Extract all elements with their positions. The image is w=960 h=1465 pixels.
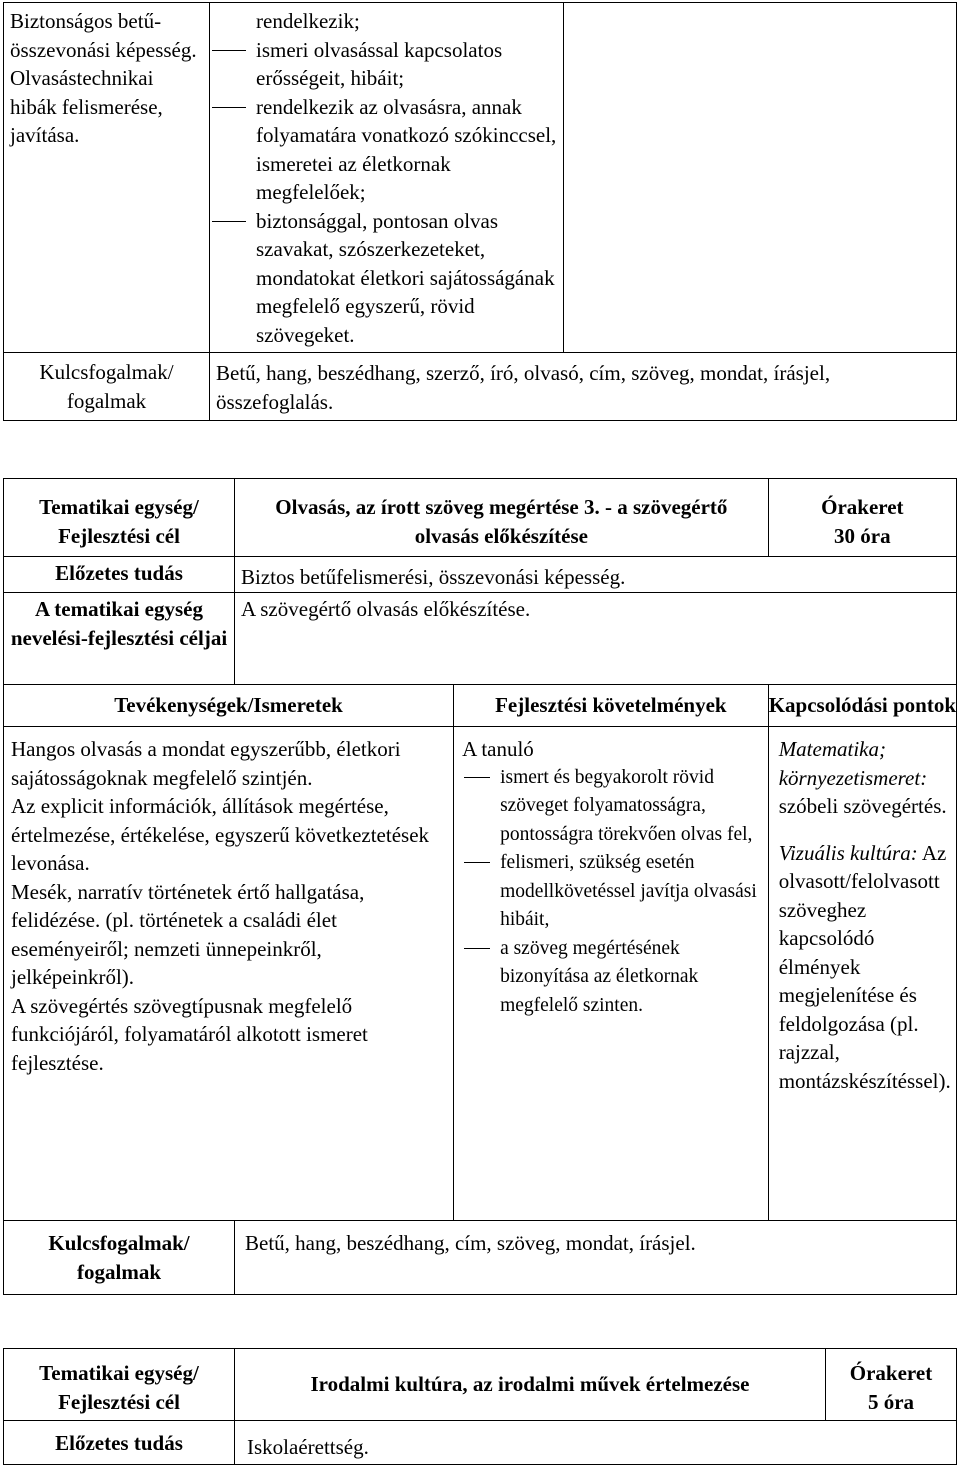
col-header-activities — [4, 685, 454, 727]
topic3-title-cell — [235, 1349, 826, 1421]
activity-paragraph: A szövegértés szövegtípusnak megfelelő funkciójáról, folyamatáról alkotott ismeret fejlesztése. — [11, 993, 368, 1075]
prior-label: Előzetes tudás — [55, 561, 183, 585]
topic-title: Olvasás, az írott szöveg megértése 3. - a szövegértő olvasás előkészítése — [275, 495, 728, 548]
activity-paragraph: Mesék, narratív történetek értő hallgatása, felidézése. (pl. történetek a családi élet eseményeiről; nemzeti ünnepeinkről, jelképeinkről). — [11, 879, 365, 989]
goals-label-cell — [4, 593, 235, 685]
hours-value: 30 óra — [834, 523, 891, 548]
list-item: biztonsággal, pontosan olvas szavakat, szószerkezeteket, mondatokat életkori sajátosságának megfelelő egyszerű, rövid szövegeket. — [210, 207, 559, 350]
prior-label-cell — [4, 557, 235, 593]
requirements-cell — [454, 727, 769, 1221]
col-header-connections — [768, 685, 956, 727]
col-header-requirements-label: Fejlesztési követelmények — [495, 693, 727, 717]
list-item: rendelkezik az olvasásra, annak folyamatára vonatkozó szókinccsel, ismeretei az életkornak megfelelőek; — [210, 93, 559, 207]
col-header-activities-label: Tevékenységek/Ismeretek — [114, 693, 343, 717]
connection-visual-title: Vizuális kultúra: — [778, 840, 918, 865]
connections-cell — [768, 727, 956, 1221]
keywords2-label: Kulcsfogalmak/ fogalmak — [48, 1231, 190, 1284]
section3-table — [3, 1348, 957, 1465]
topic3-title: Irodalmi kultúra, az irodalmi művek értelmezése — [310, 1372, 750, 1397]
topic3-label-cell — [4, 1349, 235, 1421]
prior3-label: Előzetes tudás — [55, 1431, 183, 1455]
col-header-requirements — [454, 685, 769, 727]
keywords2-text-cell — [235, 1221, 957, 1295]
hours3-value: 5 óra — [867, 1389, 915, 1414]
list-item: a szöveg megértésének bizonyítása az életkornak megfelelő szinten. — [462, 935, 764, 1021]
list-item: ismeri olvasással kapcsolatos erősségeit, hibáit; — [210, 36, 559, 93]
prior3-label-cell — [4, 1421, 235, 1465]
hours-label: Órakeret — [821, 495, 904, 519]
prior3-text: Iskolaérettség. — [247, 1435, 369, 1459]
col-header-connections-label: Kapcsolódási pontok — [768, 693, 956, 717]
list-item: ismert és begyakorolt rövid szöveget folyamatosságra, pontosságra törekvően olvas fel, — [462, 764, 764, 850]
left-line-1: Biztonságos betű-összevonási képesség. — [10, 9, 197, 62]
topic-label-cell — [4, 479, 235, 557]
section1-right-empty-cell — [564, 3, 957, 353]
middle-intro: rendelkezik; — [256, 9, 360, 33]
activity-paragraph: Az explicit információk, állítások megértése, értelmezése, értékelése, egyszerű következtetések levonása. — [11, 794, 430, 875]
section1-middle-cell — [210, 3, 564, 353]
connection-visual — [779, 839, 952, 1096]
requirements-intro: A tanuló — [462, 737, 534, 761]
connection-math — [779, 735, 952, 821]
left-line-2: Olvasástechnikai hibák felismerése, javítása. — [10, 66, 163, 147]
hours-cell — [768, 479, 956, 557]
keywords-text: Betű, hang, beszédhang, szerző, író, olvasó, cím, szöveg, mondat, írásjel, összefoglalás. — [216, 361, 831, 414]
middle-list — [210, 36, 559, 350]
hours3-cell — [826, 1349, 957, 1421]
connection-math-text: szóbeli szövegértés. — [778, 794, 947, 818]
keywords-text-cell — [210, 353, 957, 421]
goals-text-cell — [235, 593, 957, 685]
prior-text-cell — [235, 557, 957, 593]
section1-table — [3, 2, 957, 421]
topic3-label: Tematikai egység/ Fejlesztési cél — [39, 1361, 199, 1414]
hours3-label: Órakeret — [849, 1361, 933, 1385]
activities-cell — [4, 727, 454, 1221]
section1-left-cell — [4, 3, 210, 353]
prior-text: Biztos betűfelismerési, összevonási képesség. — [241, 565, 626, 589]
topic-title-cell — [235, 479, 769, 557]
section2-table — [3, 478, 957, 1295]
keywords-label-cell — [4, 353, 210, 421]
connection-visual-text: Az olvasott/felolvasott szöveghez kapcsolódó élmények megjelenítése és feldolgozása (pl. rajzzal, montázskészítéssel). — [778, 840, 951, 1093]
topic-label: Tematikai egység/ Fejlesztési cél — [39, 495, 199, 548]
activity-paragraph: Hangos olvasás a mondat egyszerűbb, életkori sajátosságoknak megfelelő szintjén. — [11, 737, 401, 790]
goals-text: A szövegértő olvasás előkészítése. — [241, 597, 531, 621]
goals-label: A tematikai egység nevelési-fejlesztési céljai — [10, 597, 228, 650]
list-item: felismeri, szükség esetén modellkövetéssel javítja olvasási hibáit, — [462, 849, 764, 935]
requirements-list — [462, 764, 764, 1021]
connection-math-title: Matematika; környezetismeret: — [778, 737, 928, 790]
keywords-label: Kulcsfogalmak/ fogalmak — [39, 360, 174, 413]
keywords2-text: Betű, hang, beszédhang, cím, szöveg, mondat, írásjel. — [245, 1231, 696, 1255]
prior3-text-cell — [235, 1421, 957, 1465]
keywords2-label-cell — [4, 1221, 235, 1295]
